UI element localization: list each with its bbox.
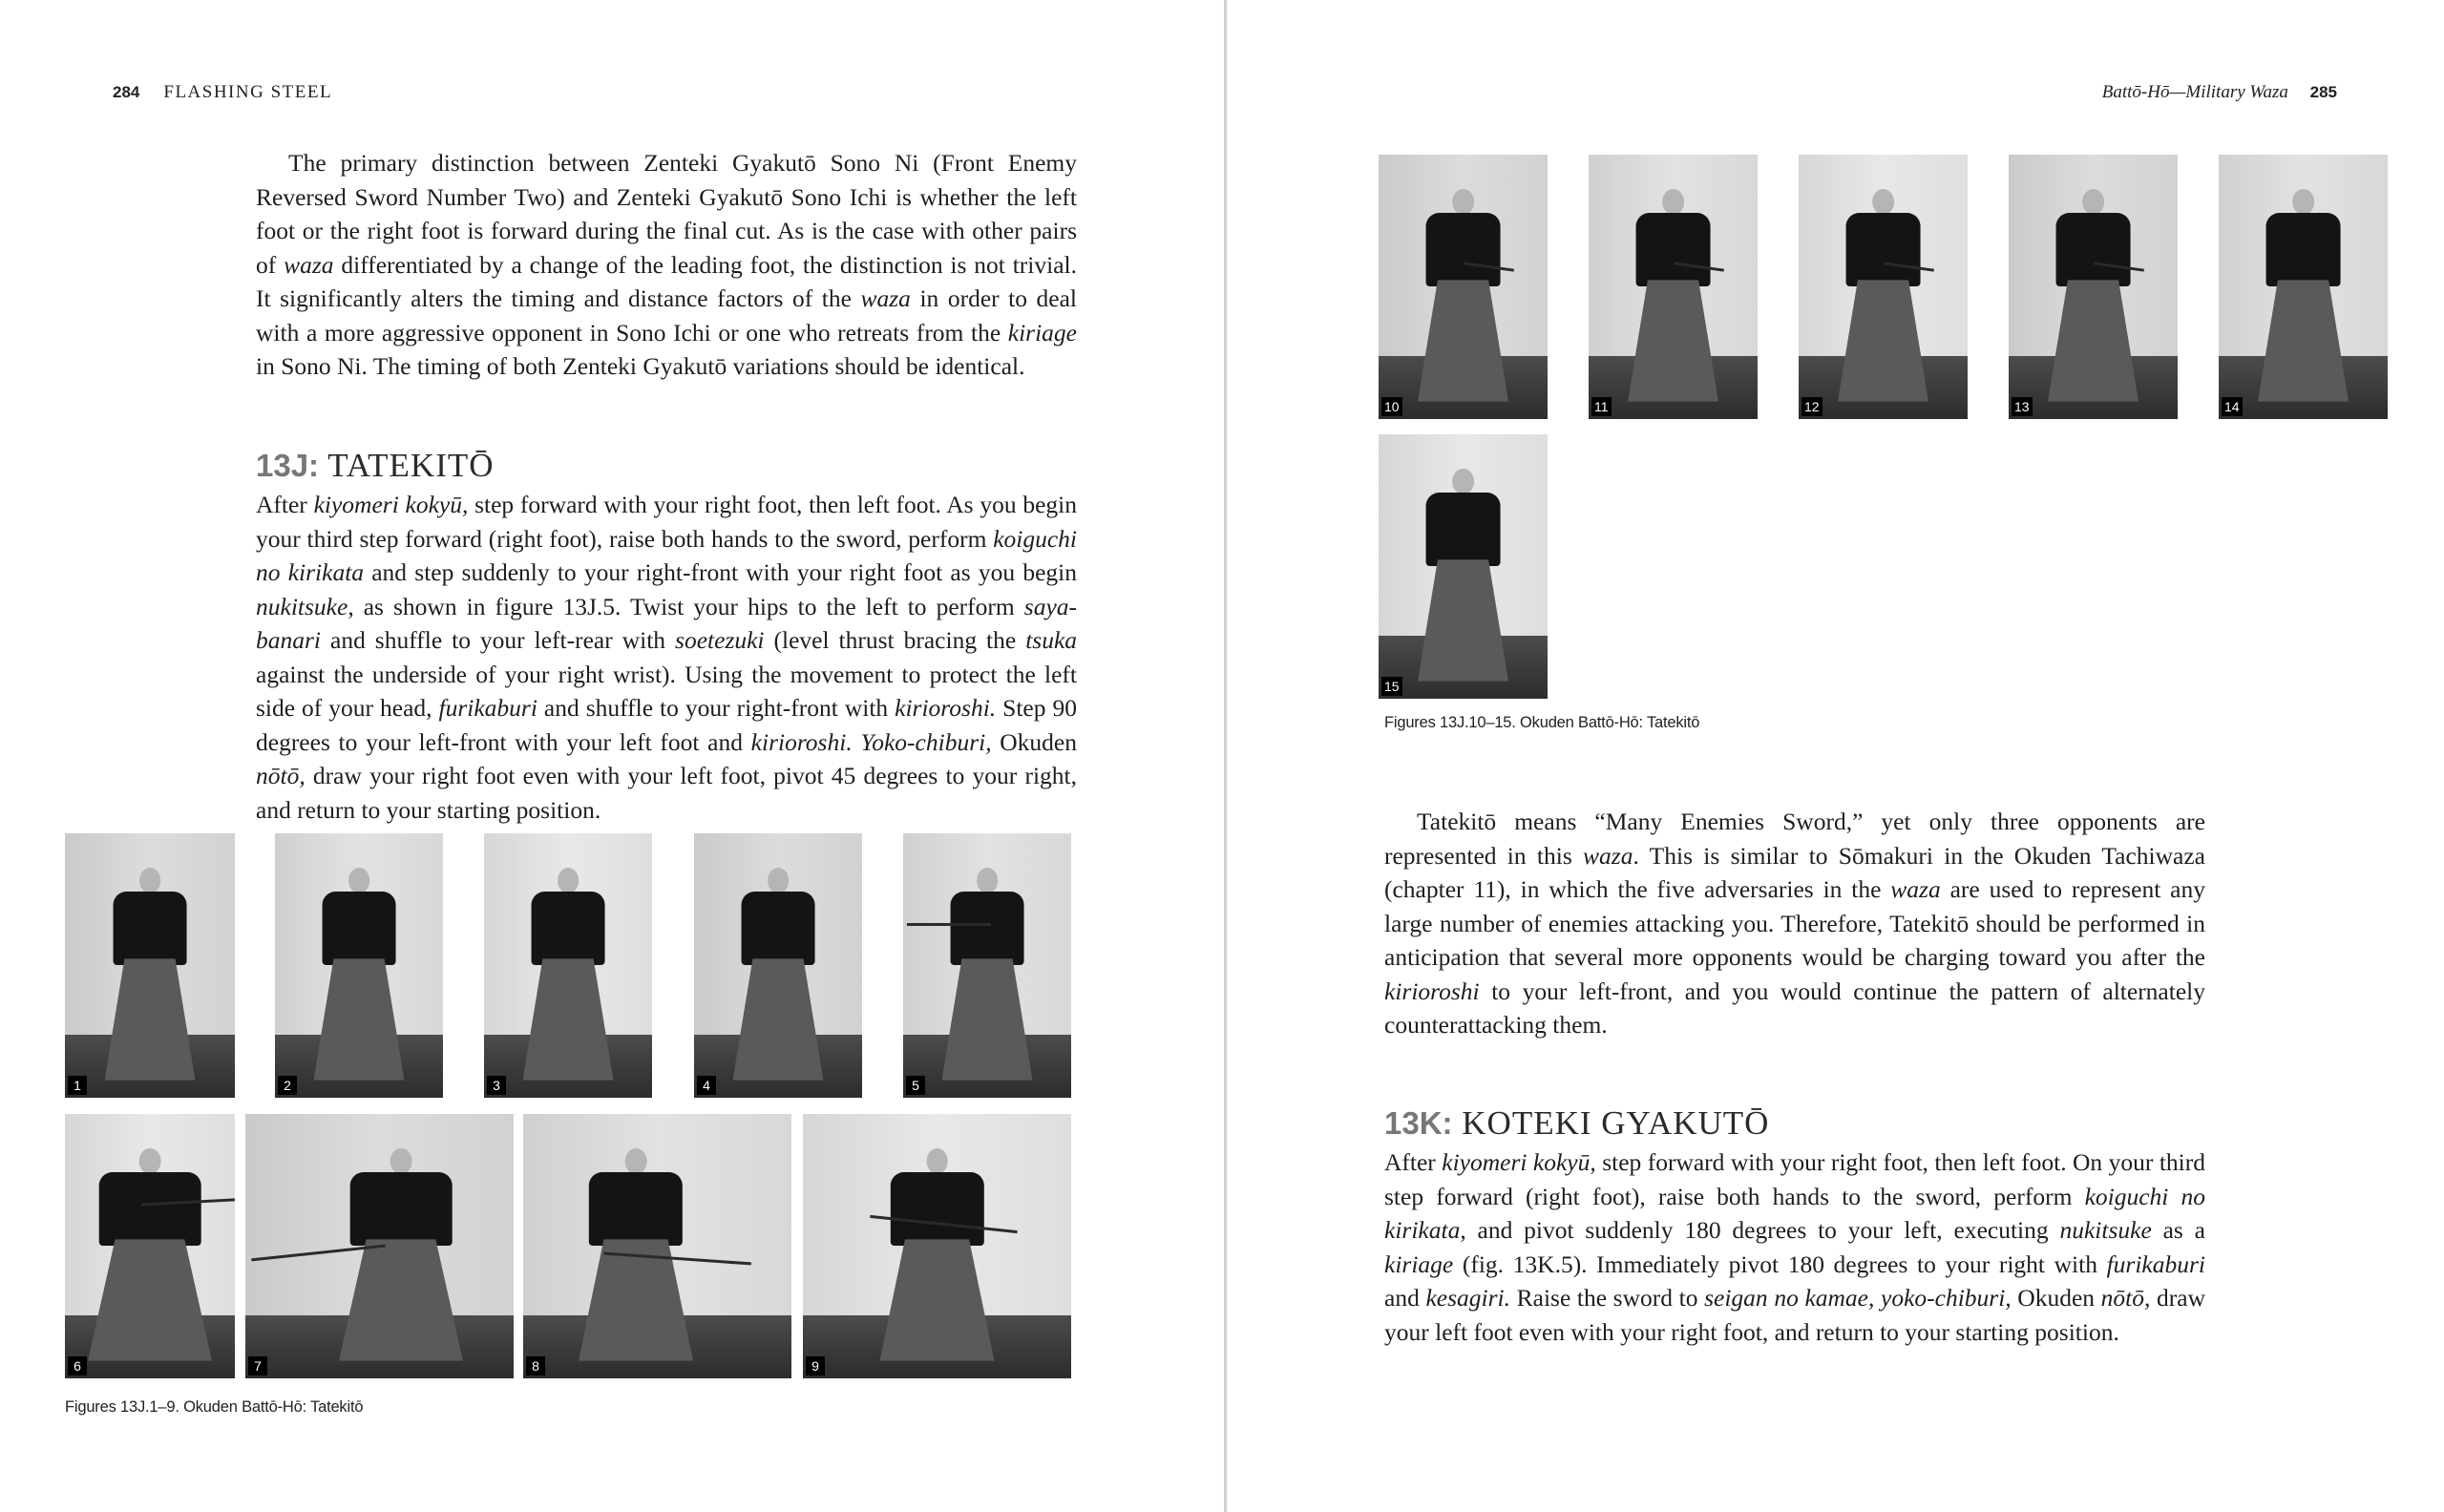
section-heading-13j	[256, 447, 495, 485]
photo-number-label: 12	[1801, 397, 1822, 416]
photo-number-label: 9	[806, 1356, 825, 1376]
practitioner-silhouette	[2258, 189, 2349, 406]
photo-figure-3	[484, 833, 652, 1098]
practitioner-silhouette	[105, 868, 196, 1084]
photo-number-label: 11	[1591, 397, 1612, 416]
practitioner-silhouette	[733, 868, 824, 1084]
photo-figure-4	[694, 833, 862, 1098]
left-running-head	[113, 82, 332, 103]
photo-figure-6	[65, 1114, 235, 1378]
photo-number-label: 5	[906, 1076, 925, 1095]
photo-number-label: 1	[68, 1076, 87, 1095]
photo-figure-8	[523, 1114, 791, 1378]
practitioner-silhouette	[1838, 189, 1928, 406]
photo-number-label: 2	[278, 1076, 297, 1095]
photo-figure-15	[1379, 434, 1548, 699]
practitioner-silhouette	[1418, 189, 1508, 406]
section-code: 13J:	[256, 448, 320, 483]
section-title-13k: KOTEKI GYAKUTŌ	[1462, 1104, 1770, 1142]
right-running-title: Battō-Hō—Military Waza	[2101, 82, 2288, 102]
right-figure-caption: Figures 13J.10–15. Okuden Battō-Hō: Tatekitō	[1384, 714, 1700, 731]
photo-number-label: 7	[248, 1356, 267, 1376]
photo-figure-13	[2009, 155, 2178, 419]
photo-number-label: 3	[487, 1076, 506, 1095]
photo-figure-14	[2219, 155, 2388, 419]
photo-figure-10	[1379, 155, 1548, 419]
practitioner-silhouette	[339, 1148, 463, 1365]
photo-figure-2	[275, 833, 443, 1098]
tatekito-paragraph: After kiyomeri kokyū, step forward with your right foot, then left foot. As you begin your third step forward (right foot), raise both hands to the sword, perform koiguchi no kirikata and step suddenly to your right-front with your right foot as you begin nukitsuke, as shown in figure 13J.5. Twist your hips to the left to perform saya-banari and shuffle to your left-rear with soetezuki (level thrust bracing the tsuka against the underside of your right wrist). Using the movement to protect the left side of your head, furikaburi and shuffle to your right-front with kirioroshi. Step 90 degrees to your left-front with your left foot and kirioroshi. Yoko-chiburi, Okuden nōtō, draw your right foot even with your left foot, pivot 45 degrees to your right, and return to your starting position.	[256, 491, 1078, 824]
photo-figure-5	[903, 833, 1071, 1098]
photo-number-label: 8	[526, 1356, 545, 1376]
photo-figure-1	[65, 833, 235, 1098]
practitioner-silhouette	[1628, 189, 1718, 406]
photo-number-label: 6	[68, 1356, 87, 1376]
intro-paragraph: The primary distinction between Zenteki Gyakutō Sono Ni (Front Enemy Reversed Sword Number Two) and Zenteki Gyakutō Sono Ichi is whether the left foot or the right foot is forward during the final cut. As is the case with other pairs of waza differentiated by a change of the leading foot, the distinction is not trivial. It significantly alters the timing and distance factors of the waza in order to deal with a more aggressive opponent in Sono Ichi or one who retreats from the kiriage in Sono Ni. The timing of both Zenteki Gyakutō variations should be identical.	[256, 149, 1077, 380]
left-running-title: FLASHING STEEL	[163, 82, 333, 102]
practitioner-silhouette	[880, 1148, 995, 1365]
book-gutter	[1224, 0, 1227, 1512]
photo-number-label: 10	[1381, 397, 1402, 416]
photo-number-label: 13	[2012, 397, 2033, 416]
tatekito-meaning-paragraph: Tatekitō means “Many Enemies Sword,” yet only three opponents are represented in this waza. This is similar to Sōmakuri in the Okuden Tachiwaza (chapter 11), in which the five adversaries in the waza are used to represent any large number of enemies attacking you. Therefore, Tatekitō should be performed in anticipation that several more opponents would be charging toward you after the kirioroshi to your left-front, and you would continue the pattern of alternately counterattacking them.	[1384, 808, 2205, 1039]
photo-figure-11	[1589, 155, 1758, 419]
sword-icon	[907, 923, 991, 926]
practitioner-silhouette	[523, 868, 614, 1084]
photo-figure-9	[803, 1114, 1071, 1378]
left-page-number: 284	[113, 83, 140, 101]
koteki-gyakuto-paragraph: After kiyomeri kokyū, step forward with your right foot, then left foot. On your third step forward (right foot), raise both hands to the sword, perform koiguchi no kirikata, and pivot suddenly 180 degrees to your left, executing nukitsuke as a kiriage (fig. 13K.5). Immediately pivot 180 degrees to your right with furikaburi and kesagiri. Raise the sword to seigan no kamae, yoko-chiburi, Okuden nōtō, draw your left foot even with your right foot, and return to your starting position.	[1384, 1148, 2205, 1346]
right-page-number: 285	[2309, 83, 2337, 101]
practitioner-silhouette	[314, 868, 405, 1084]
practitioner-silhouette	[88, 1148, 212, 1365]
practitioner-silhouette	[2048, 189, 2138, 406]
practitioner-silhouette	[1418, 469, 1508, 685]
right-running-head	[2102, 82, 2337, 103]
section-title: TATEKITŌ	[327, 447, 495, 484]
photo-number-label: 15	[1381, 677, 1402, 696]
practitioner-silhouette	[942, 868, 1033, 1084]
section-heading-13k	[1384, 1104, 1769, 1143]
section-code-13k: 13K:	[1384, 1105, 1453, 1141]
photo-figure-7	[245, 1114, 514, 1378]
left-figure-caption: Figures 13J.1–9. Okuden Battō-Hō: Tatekitō	[65, 1398, 364, 1416]
photo-number-label: 14	[2222, 397, 2243, 416]
photo-number-label: 4	[697, 1076, 716, 1095]
photo-figure-12	[1799, 155, 1968, 419]
